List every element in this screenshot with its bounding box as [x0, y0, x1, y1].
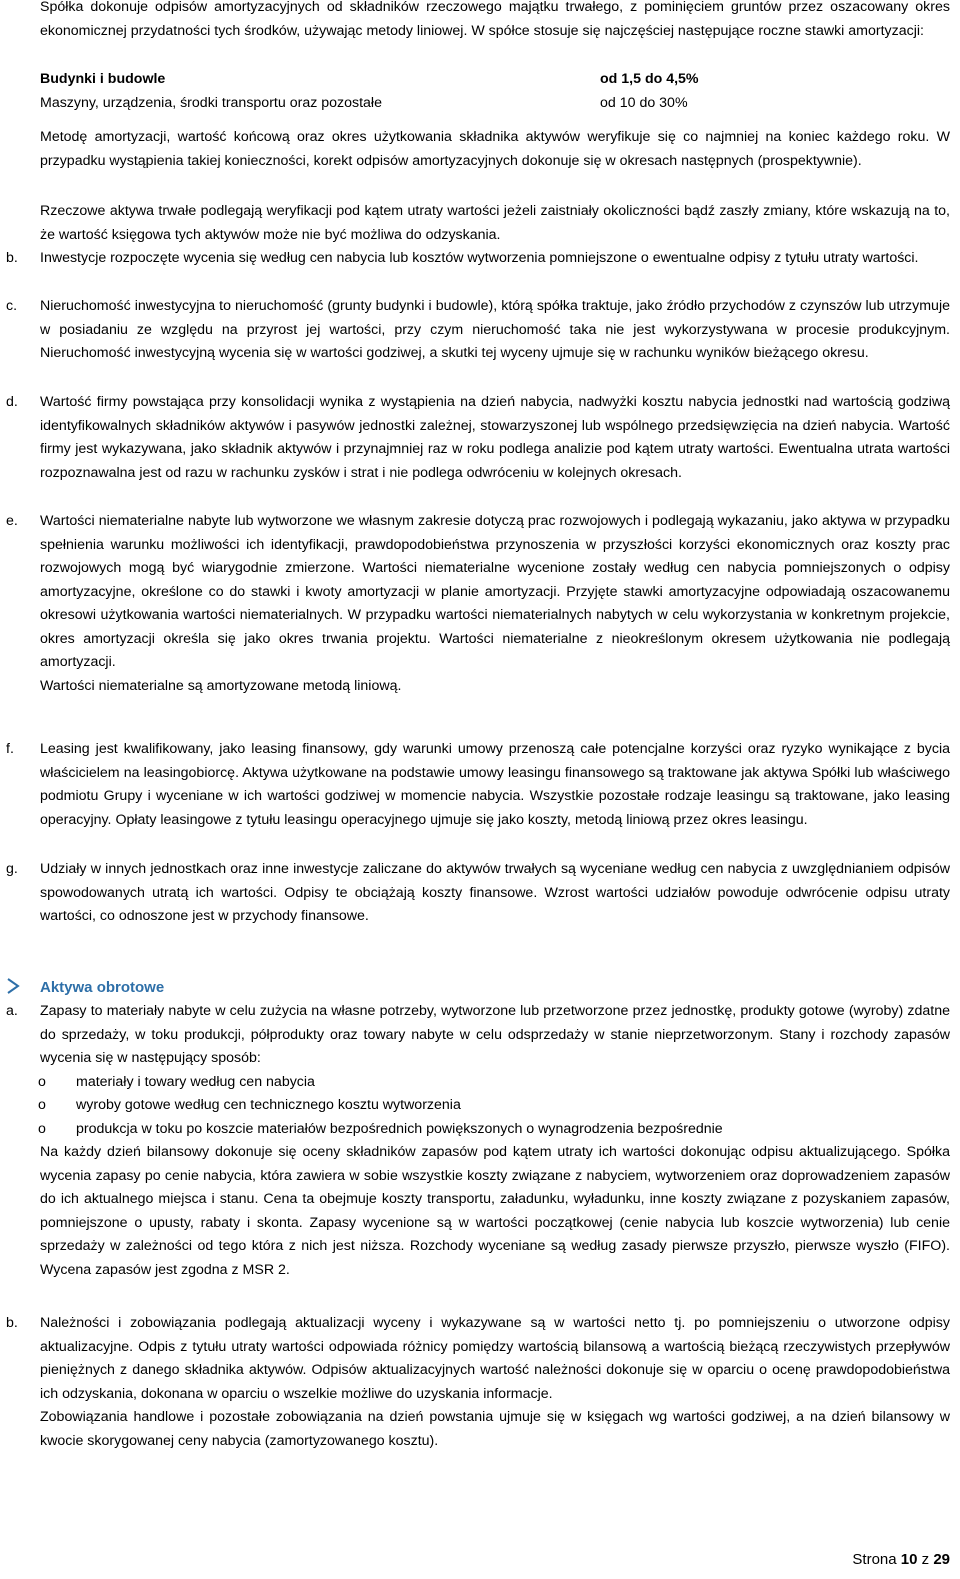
total-pages: 29: [933, 1551, 950, 1568]
page-label: Strona: [852, 1551, 897, 1568]
bullet-text: materiały i towary według cen nabycia: [76, 1073, 315, 1090]
list-item-text: Leasing jest kwalifikowany, jako leasing finansowy, gdy warunki umowy przenoszą całe potencjalne korzyści oraz ryzyko wynikające z bycia właścicielem na leasingobiorcę. Aktywa użytkowane na podstawie umowy leasingu finansowego są traktowane jak aktywa Spółki lub właściwego podmiotu Grupy i wyceniane w ich wartości godziwej w momencie nabycia. Wszystkie pozostałe rodzaje leasingu są traktowane, jako leasing operacyjny. Opłaty leasingowe z tytułu leasingu operacyjnego ujmuje się jako koszty, metodą liniową przez okres leasingu.: [40, 741, 950, 828]
list-item-text: Wartości niematerialne nabyte lub wytworzone we własnym zakresie dotyczą prac rozwojowych i podlegają wykazaniu, jako aktywa w przypadku spełnienia warunku możliwości ich identyfikacji, prawdopodobieństwa przynoszenia w przyszłości korzyści ekonomicznych oraz koszty prac rozwojowych mogą być wiarygodnie zmierzone. Wartości niematerialne wycenione zostały według cen nabycia pomniejszonych o odpisy amortyzacyjne, określone co do stawki i kwoty amortyzacji w planie amortyzacji. Przyjęte stawki amortyzacyjne odpowiadają oszacowanemu okresowi użytkowania wartości niematerialnych. W przypadku wartości niematerialnych nabytych w celu wykorzystania w konkretnym projekcie, okres amortyzacji określa się jako okres trwania projektu. Wartości niematerialne z nieokreślonym okresem użytkowania nie podlegają amortyzacji.: [40, 513, 950, 670]
list-item-text: Należności i zobowiązania podlegają aktualizacji wyceny i wykazywane są w wartości netto tj. po pomniejszeniu o utworzone odpisy aktualizacyjne. Odpis z tytułu utraty wartości odpowiada różnicy pomiędzy wartością bilansową a wartością bieżącą rzeczywistych przepływów pieniężnych z danego składnika aktywów. Odpisów aktualizacyjnych wartość należności dokonuje się w oparciu o ocenę prawdopodobieństwa ich odzyskania, dokonana w oparciu o wszelkie możliwe do uzyskania informacje.: [40, 1315, 950, 1402]
list-marker: e.: [6, 513, 18, 529]
bullet-text: wyroby gotowe według cen technicznego kosztu wytworzenia: [76, 1097, 461, 1113]
current-page-number: 10: [900, 1551, 918, 1568]
section-item-b: [0, 1312, 950, 1453]
bullet-mark: o: [38, 1097, 46, 1113]
list-marker: b.: [6, 1315, 18, 1331]
bullet-item: [0, 1118, 950, 1142]
page-number-footer: [852, 1548, 950, 1572]
bullet-text: produkcja w toku po koszcie materiałów bezpośrednich powiększonych o wynagrodzenia bezpośrednie: [76, 1120, 723, 1137]
intro-paragraph: Spółka dokonuje odpisów amortyzacyjnych od składników rzeczowego majątku trwałego, z pominięciem gruntów przez oszacowany okres ekonomicznej przydatności tych środków, używając metody liniowej. W spółce stosuje się najczęściej następujące roczne stawki amortyzacji:: [40, 0, 950, 39]
section-item-a: [0, 1000, 950, 1282]
rate-label: Budynki i budowle: [40, 71, 166, 87]
list-item-text: Nieruchomość inwestycyjna to nieruchomość (grunty budynki i budowle), którą spółka traktuje, jako źródło przychodów z czynszów lub utrzymuje w posiadaniu ze względu na przyrost jej wartości, przy czym nieruchomość taka nie jest wykorzystywana w procesie produkcyjnym. Nieruchomość inwestycyjną wycenia się w wartości godziwej, a skutki tej wyceny ujmuje się w rachunku wyników bieżącego okresu.: [40, 298, 950, 361]
page-separator: z: [921, 1551, 930, 1568]
list-item-text: Udziały w innych jednostkach oraz inne inwestycje zaliczane do aktywów trwałych są wyceniane według cen nabycia z uwzględnianiem odpisów spowodowanych utratą ich wartości. Odpisy te obciążają koszty finansowe. Wzrost wartości udziałów powoduje odwrócenie odpisu utraty wartości, co odnoszone jest w przychody finansowe.: [40, 861, 950, 924]
list-marker: b.: [6, 250, 18, 266]
bullet-mark: o: [38, 1073, 46, 1090]
list-marker: f.: [6, 741, 14, 757]
bullet-mark: o: [38, 1120, 46, 1137]
list-marker: a.: [6, 1003, 18, 1019]
valuation-bullet-list: [0, 1071, 950, 1142]
rate-label: Maszyny, urządzenia, środki transportu oraz pozostałe: [40, 95, 382, 111]
list-item-c: [0, 295, 950, 366]
list-marker: d.: [6, 394, 18, 410]
list-item-d: [0, 391, 950, 485]
list-item-text-continued: Wartości niematerialne są amortyzowane metodą liniową.: [40, 677, 402, 694]
list-marker: c.: [6, 298, 18, 314]
arrow-right-icon: [6, 976, 20, 1000]
depreciation-review-paragraph: Metodę amortyzacji, wartość końcową oraz okres użytkowania składnika aktywów weryfikuje się co najmniej na koniec każdego roku. W przypadku wystąpienia takiej konieczności, korekt odpisów amortyzacyjnych dokonuje się w okresach następnych (prospektywnie).: [40, 129, 950, 169]
section-title: Aktywa obrotowe: [40, 979, 165, 996]
list-item-b: [0, 247, 950, 271]
rate-row-buildings: [40, 68, 740, 91]
list-item-text: Zapasy to materiały nabyte w celu zużycia na własne potrzeby, wytworzone lub przetworzone przez jednostkę, produkty gotowe (wyroby) zdatne do sprzedaży, w toku produkcji, półprodukty oraz towary nabyte w celu odsprzedaży w stanie nieprzetworzonym. Stany i rozchody zapasów wycenia się w następujący sposób:: [40, 1003, 950, 1066]
impairment-paragraph: Rzeczowe aktywa trwałe podlegają weryfikacji pod kątem utraty wartości jeżeli zaistniały okoliczności bądź zaszły zmiany, które wskazują na to, że wartość księgowa tych aktywów może nie być możliwa do odzyskania.: [40, 203, 950, 243]
list-marker: g.: [6, 861, 18, 877]
rate-row-machines: [40, 92, 740, 115]
rate-value: od 1,5 do 4,5%: [600, 71, 699, 87]
list-item-text: Inwestycje rozpoczęte wycenia się według cen nabycia lub kosztów wytworzenia pomniejszone o ewentualne odpisy z tytułu utraty wartości.: [40, 250, 919, 266]
list-item-text-continued: Zobowiązania handlowe i pozostałe zobowiązania na dzień powstania ujmuje się w księgach wg wartości godziwej, a na dzień bilansowy w kwocie skorygowanej ceny nabycia (zamortyzowanego kosztu).: [40, 1409, 950, 1449]
list-item-g: [0, 858, 950, 929]
bullet-item: [0, 1071, 950, 1095]
list-item-text: Wartość firmy powstająca przy konsolidacji wynika z wystąpienia na dzień nabycia, nadwyżki kosztu nabycia jednostki nad wartością godziwą identyfikowalnych składników aktywów i pasywów jednostki zależnej, stowarzyszonej lub wspólnego przedsięwzięcia na dzień nabycia. Wartość firmy jest wykazywana, jako składnik aktywów i przynajmniej raz w roku podlega analizie pod kątem utraty wartości. Ewentualna utrata wartości rozpoznawalna jest od razu w rachunku zysków i strat i nie podlega odwróceniu w kolejnych okresach.: [40, 394, 950, 481]
bullet-item: [0, 1094, 950, 1118]
list-item-f: [0, 738, 950, 832]
rate-value: od 10 do 30%: [600, 95, 688, 111]
list-item-e: [0, 510, 950, 698]
section-heading-current-assets: [6, 976, 406, 1000]
list-item-text-continued: Na każdy dzień bilansowy dokonuje się oceny składników zapasów pod kątem utraty ich wartości dokonując odpisu aktualizującego. Spółka wycenia zapasy po cenie nabycia, która zawiera w sobie wszystkie koszty związane z nabyciem, wytworzeniem oraz doprowadzeniem zapasów do ich aktualnego miejsca i stanu. Cena ta obejmuje koszty transportu, załadunku, wyładunku, inne koszty związane z pozyskaniem zapasów, pomniejszone o upusty, rabaty i skonta. Zapasy wycenione są w wartości początkowej (cenie nabycia lub koszcie wytworzenia) lub cenie sprzedaży w zależności od tego która z nich jest niższa. Rozchody wyceniane są według zasady pierwsze przyszło, pierwsze wyszło (FIFO). Wycena zapasów jest zgodna z MSR 2.: [40, 1144, 950, 1278]
